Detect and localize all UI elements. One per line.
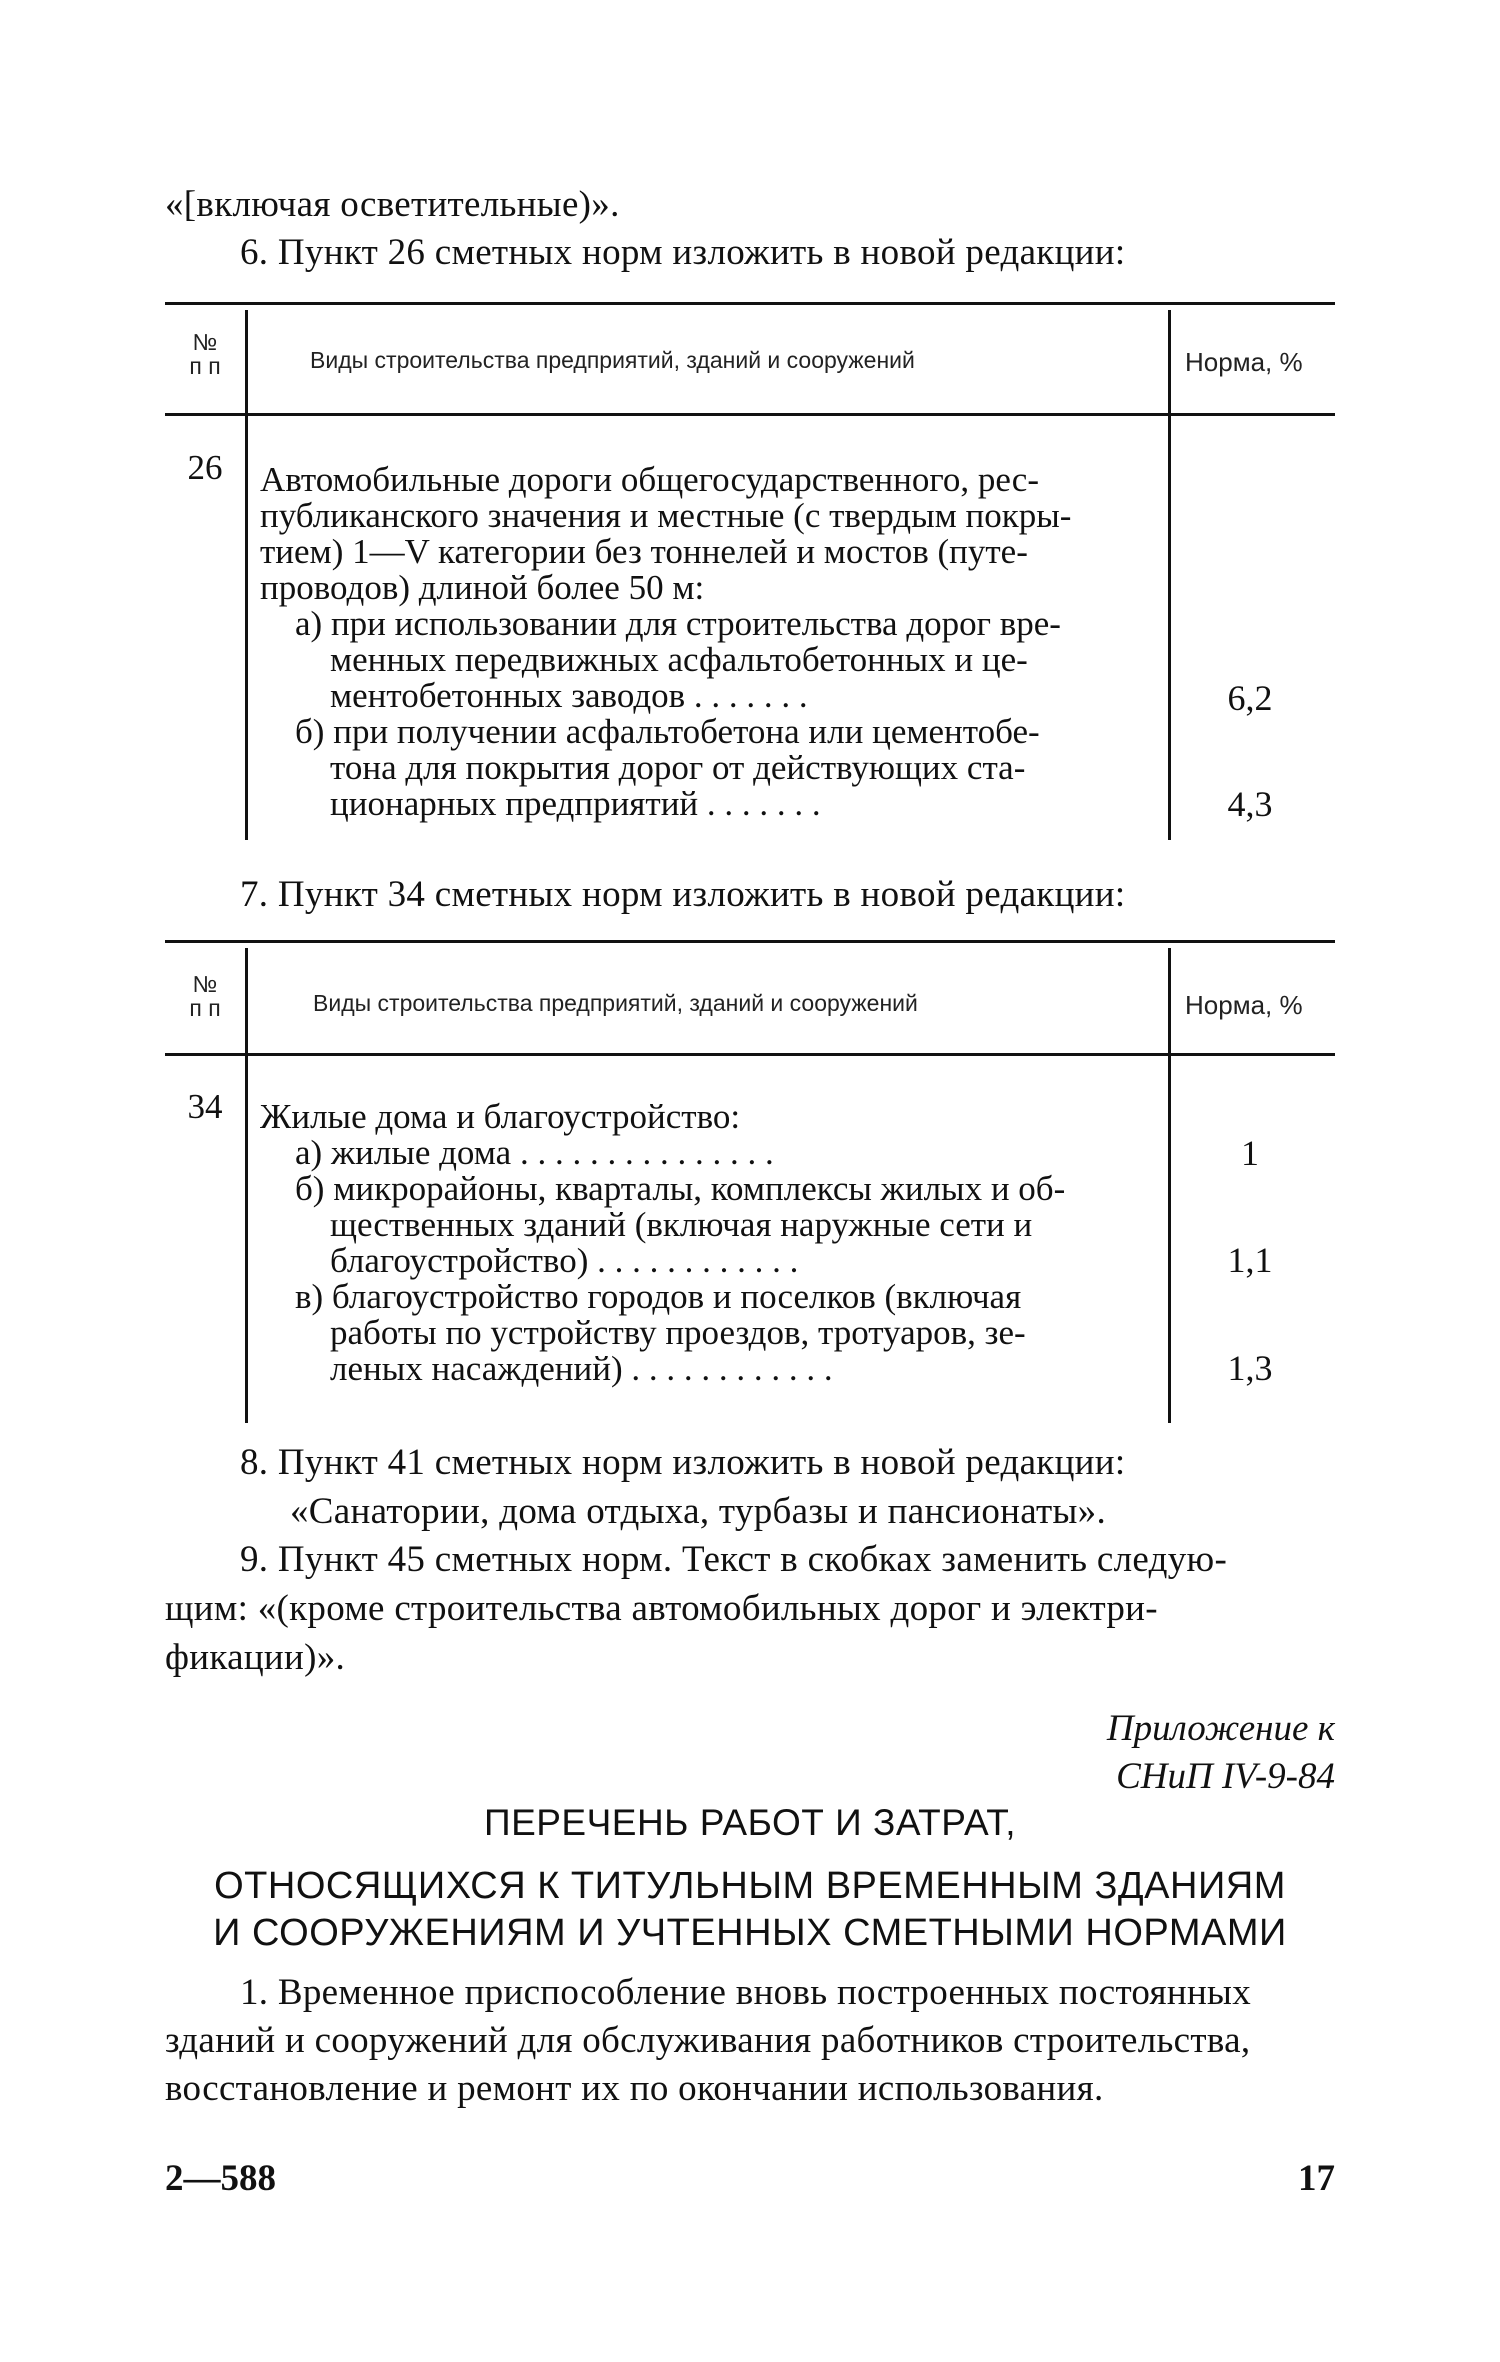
paragraph-line: восстановление и ремонт их по окончании использования. [165, 2068, 1104, 2109]
row-line: леных насаждений) . . . . . . . . . . . . [330, 1349, 833, 1388]
norm-value: 1 [1241, 1133, 1259, 1173]
norms-table-26 [165, 302, 1335, 847]
item-9-line: фикации)». [165, 1637, 346, 1678]
row-line: менных передвижных асфальтобетонных и це- [330, 640, 1028, 679]
header-norm: Норма, % [1185, 990, 1303, 1020]
row-line: ментобетонных заводов . . . . . . . [330, 676, 808, 715]
table-top-rule [165, 940, 1335, 943]
row-subitem-a: а) жилые дома . . . . . . . . . . . . . . . [295, 1133, 774, 1172]
row-subitem-a: а) при использовании для строительства дорог вре- [295, 604, 1061, 643]
item-9-line: 9. Пункт 45 сметных норм. Текст в скобках заменить следую- [240, 1539, 1228, 1580]
row-number: 26 [187, 448, 223, 487]
table-header-rule [165, 413, 1335, 416]
paragraph-line: 1. Временное приспособление вновь построенных постоянных [240, 1972, 1252, 2013]
table-col-divider [245, 310, 248, 840]
row-line: Автомобильные дороги общегосударственного, рес- [260, 460, 1039, 499]
header-num: № п п [189, 971, 221, 1021]
intro-line-1: «[включая осветительные)». [165, 184, 620, 225]
row-subitem-c: в) благоустройство городов и поселков (включая [295, 1277, 1022, 1316]
appendix-reference: Приложение к СНиП IV-9-84 [1106, 1708, 1335, 1797]
norm-value: 1,1 [1227, 1240, 1273, 1280]
table-top-rule [165, 302, 1335, 305]
header-description: Виды строительства предприятий, зданий и сооружений [310, 347, 915, 373]
section-heading: ОТНОСЯЩИХСЯ К ТИТУЛЬНЫМ ВРЕМЕННЫМ ЗДАНИЯМ [214, 1865, 1286, 1907]
row-line: работы по устройству проездов, тротуаров, зе- [330, 1313, 1026, 1352]
header-num: № п п [189, 329, 221, 379]
row-line: ционарных предприятий . . . . . . . [330, 784, 821, 823]
row-line: тием) 1—V категории без тоннелей и мостов (путе- [260, 532, 1028, 571]
norm-value: 6,2 [1227, 678, 1273, 718]
row-line: щественных зданий (включая наружные сети и [330, 1205, 1033, 1244]
section-heading: ПЕРЕЧЕНЬ РАБОТ И ЗАТРАТ, [483, 1802, 1017, 1843]
table-col-divider [1168, 310, 1171, 840]
item-8-line: «Санатории, дома отдыха, турбазы и пансионаты». [290, 1491, 1107, 1532]
footer-signature: 2—588 [165, 2158, 276, 2199]
table-header-rule [165, 1053, 1335, 1056]
norm-value: 4,3 [1227, 784, 1273, 824]
item-7-line: 7. Пункт 34 сметных норм изложить в новой редакции: [240, 874, 1126, 915]
row-line: Жилые дома и благоустройство: [260, 1097, 741, 1136]
row-subitem-b: б) при получении асфальтобетона или цементобе- [295, 712, 1040, 751]
page-number: 17 [1298, 2158, 1335, 2199]
row-number: 34 [187, 1087, 223, 1126]
row-line: благоустройство) . . . . . . . . . . . . [330, 1241, 799, 1280]
header-description: Виды строительства предприятий, зданий и сооружений [313, 990, 918, 1016]
paragraph-line: зданий и сооружений для обслуживания работников строительства, [165, 2020, 1251, 2061]
header-norm: Норма, % [1185, 347, 1303, 377]
norm-value: 1,3 [1227, 1348, 1273, 1388]
section-heading: И СООРУЖЕНИЯМ И УЧТЕННЫХ СМЕТНЫМИ НОРМАМИ [213, 1912, 1287, 1954]
table-col-divider [245, 948, 248, 1423]
row-subitem-b: б) микрорайоны, кварталы, комплексы жилых и об- [295, 1169, 1066, 1208]
item-9-line: щим: «(кроме строительства автомобильных дорог и электри- [165, 1588, 1158, 1629]
intro-line-2: 6. Пункт 26 сметных норм изложить в новой редакции: [240, 232, 1126, 273]
row-line: тона для покрытия дорог от действующих ста- [330, 748, 1026, 787]
row-line: проводов) длиной более 50 м: [260, 568, 705, 607]
row-line: публиканского значения и местные (с твердым покры- [260, 496, 1072, 535]
item-8-line: 8. Пункт 41 сметных норм изложить в новой редакции: [240, 1442, 1126, 1483]
norms-table-34 [165, 940, 1335, 1430]
